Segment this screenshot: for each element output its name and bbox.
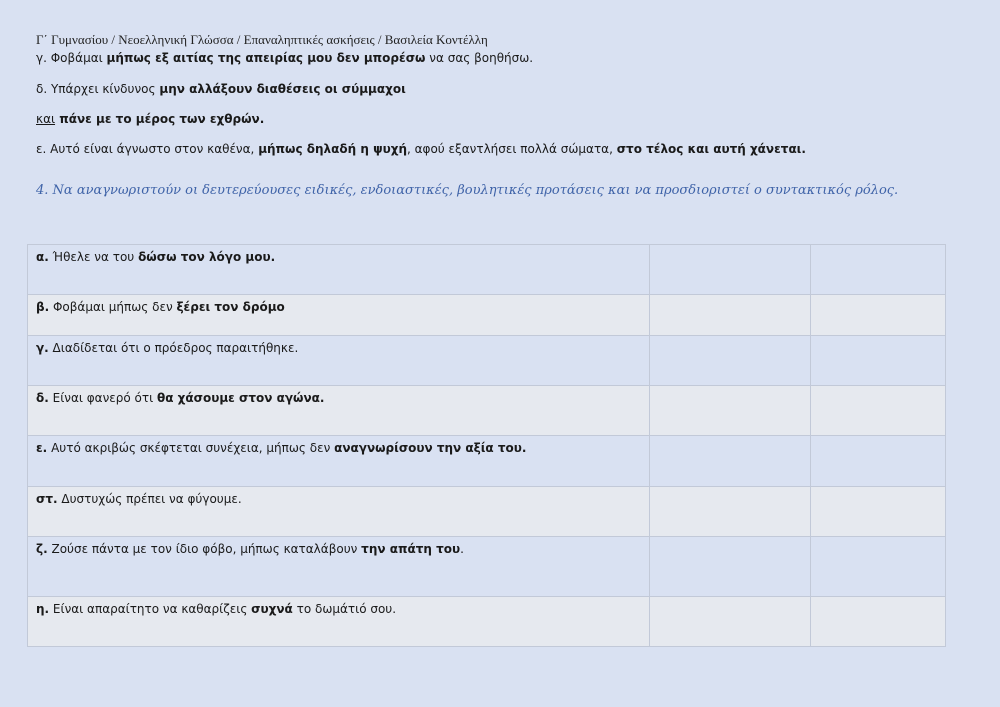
sentence-cell: [28, 245, 650, 295]
sentence-delta-continued: [36, 112, 264, 126]
bold-text: δώσω τον λόγο μου: [138, 250, 271, 264]
sentence-cell: [28, 336, 650, 386]
text: γ. Φοβάμαι: [36, 51, 107, 65]
bold-text: μήπως δηλαδή η ψυχή: [258, 142, 407, 156]
table-row: [28, 336, 946, 386]
text: Δυστυχώς πρέπει να φύγουμε.: [57, 492, 242, 506]
text: Ζούσε πάντα με τον ίδιο φόβο, μήπως καταλάβουν: [47, 542, 362, 556]
sentence-cell: [28, 386, 650, 436]
answer-cell-1[interactable]: [650, 295, 811, 336]
answer-cell-2[interactable]: [811, 537, 946, 597]
text: .: [259, 112, 265, 126]
bold-text: ξέρει τον δρόμο: [176, 300, 285, 314]
answer-cell-2[interactable]: [811, 295, 946, 336]
row-label: στ.: [36, 492, 58, 506]
text: .: [319, 391, 325, 405]
sentence-epsilon: [36, 142, 806, 156]
bold-text: στο τέλος και αυτή χάνεται.: [616, 142, 806, 156]
bold-text: θα χάσουμε στον αγώνα: [157, 391, 320, 405]
text: .: [460, 542, 464, 556]
answer-cell-1[interactable]: [650, 245, 811, 295]
bold-text: πάνε με το μέρος των εχθρών: [55, 112, 260, 126]
row-label: δ.: [36, 391, 49, 405]
text: .: [270, 250, 276, 264]
page-header-path: Γ΄ Γυμνασίου / Νεοελληνική Γλώσσα / Επαναληπτικές ασκήσεις / Βασιλεία Κοντέλλη: [36, 32, 488, 47]
answer-cell-2[interactable]: [811, 597, 946, 647]
text: Είναι φανερό ότι: [48, 391, 157, 405]
table-row: [28, 487, 946, 537]
answer-cell-1[interactable]: [650, 336, 811, 386]
answer-cell-2[interactable]: [811, 436, 946, 487]
table-row: [28, 436, 946, 487]
row-label: α.: [36, 250, 49, 264]
text: ε. Αυτό είναι άγνωστο στον καθένα,: [36, 142, 259, 156]
text: Διαδίδεται ότι ο πρόεδρος παραιτήθηκε.: [48, 341, 299, 355]
table-row: [28, 537, 946, 597]
row-label: ζ.: [36, 542, 48, 556]
answer-cell-2[interactable]: [811, 245, 946, 295]
text: , αφού εξαντλήσει πολλά σώματα,: [407, 142, 617, 156]
answer-cell-1[interactable]: [650, 597, 811, 647]
worksheet-table: [27, 244, 946, 647]
table-row: [28, 597, 946, 647]
row-label: γ.: [36, 341, 49, 355]
answer-cell-2[interactable]: [811, 336, 946, 386]
answer-cell-1[interactable]: [650, 537, 811, 597]
row-label: ε.: [36, 441, 48, 455]
text: να σας βοηθήσω.: [425, 51, 534, 65]
sentence-cell: [28, 537, 650, 597]
text: Αυτό ακριβώς σκέφτεται συνέχεια, μήπως δεν: [47, 441, 335, 455]
text: το δωμάτιό σου.: [292, 602, 397, 616]
answer-cell-1[interactable]: [650, 436, 811, 487]
answer-cell-2[interactable]: [811, 487, 946, 537]
text: Ήθελε να του: [48, 250, 139, 264]
sentence-gamma: [36, 51, 533, 65]
row-label: β.: [36, 300, 50, 314]
table-row: [28, 295, 946, 336]
table-row: [28, 386, 946, 436]
sentence-delta: [36, 82, 406, 96]
sentence-cell: [28, 487, 650, 537]
sentence-cell: [28, 436, 650, 487]
answer-cell-2[interactable]: [811, 386, 946, 436]
bold-text: αναγνωρίσουν την αξία του: [334, 441, 522, 455]
sentence-cell: [28, 597, 650, 647]
bold-text: την απάτη του: [361, 542, 461, 556]
text: Είναι απαραίτητο να καθαρίζεις: [49, 602, 252, 616]
bold-text: συχνά: [251, 602, 293, 616]
table-row: [28, 245, 946, 295]
answer-cell-1[interactable]: [650, 487, 811, 537]
underlined-text: και: [36, 112, 56, 126]
bold-text: μην αλλάξουν διαθέσεις οι σύμμαχοι: [159, 82, 406, 96]
row-label: η.: [36, 602, 50, 616]
sentence-cell: [28, 295, 650, 336]
text: δ. Υπάρχει κίνδυνος: [36, 82, 160, 96]
text: .: [521, 441, 527, 455]
text: Φοβάμαι μήπως δεν: [49, 300, 177, 314]
bold-text: μήπως εξ αιτίας της απειρίας μου δεν μπορέσω: [106, 51, 426, 65]
exercise-4-heading: 4. Να αναγνωριστούν οι δευτερεύουσες ειδικές, ενδοιαστικές, βουλητικές προτάσεις και να προσδιοριστεί ο συντακτικός ρόλος.: [36, 183, 899, 198]
answer-cell-1[interactable]: [650, 386, 811, 436]
